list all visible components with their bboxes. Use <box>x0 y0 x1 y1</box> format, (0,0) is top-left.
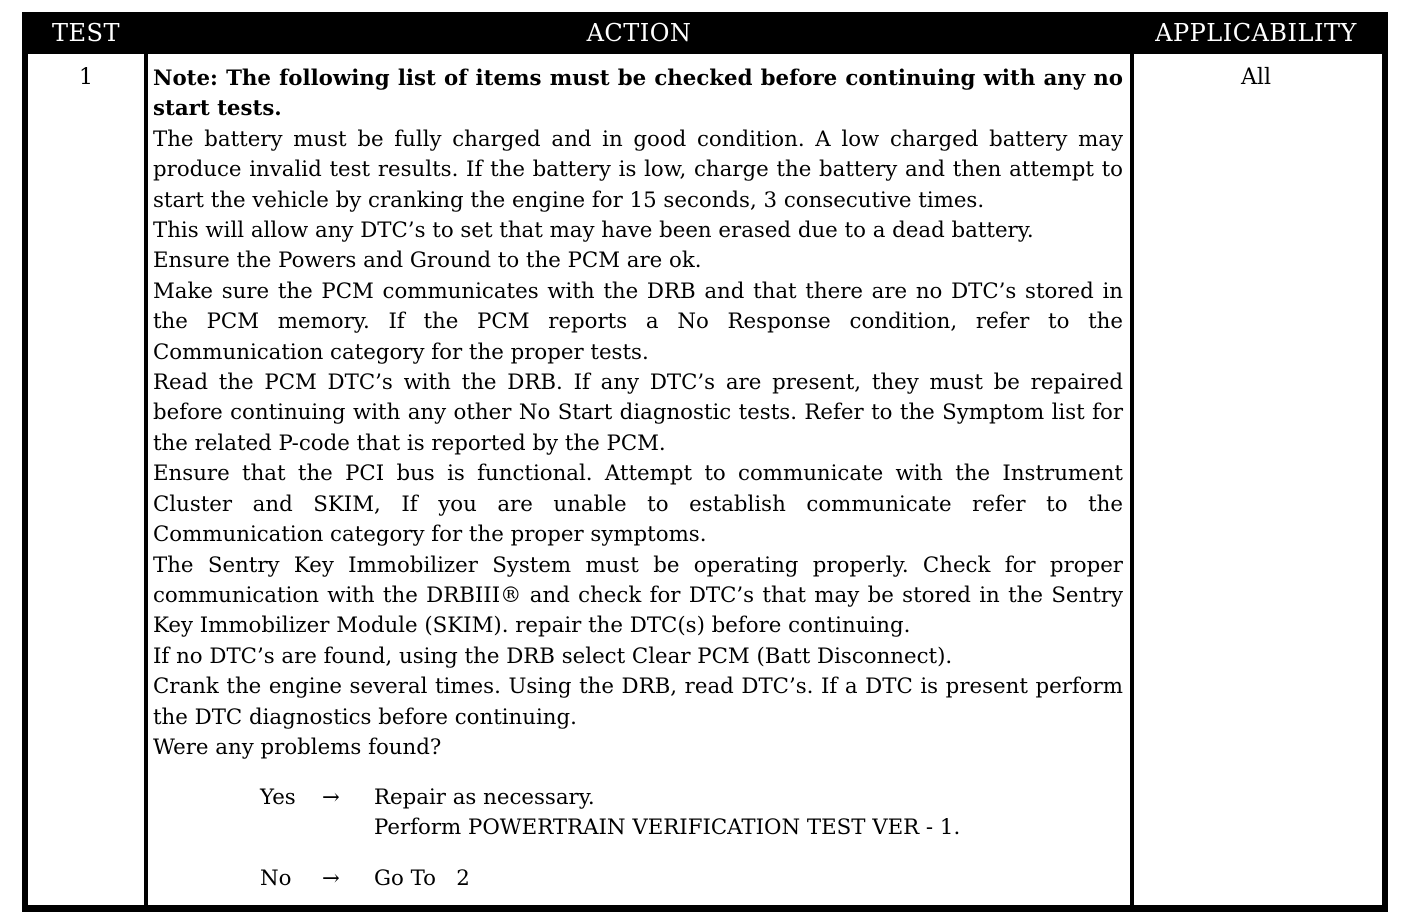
test-table <box>22 12 1388 912</box>
no-action: Go To 2 <box>374 865 470 891</box>
no-label: No <box>260 865 292 891</box>
test-cell <box>28 54 144 905</box>
action-cell <box>148 54 1130 905</box>
right-arrow-icon: → <box>322 865 340 891</box>
yes-action-line2: Perform POWERTRAIN VERIFICATION TEST VER - 1. <box>374 815 961 841</box>
paragraph-pcm-communication: Make sure the PCM communicates with the DRB and that there are no DTC’s stored in the PCM memory. If the PCM reports a No Response condition, refer to the Communication category for the proper tests. <box>153 278 1123 365</box>
paragraph-skim: The Sentry Key Immobilizer System must be operating properly. Check for proper communication with the DRBIII® and check for DTC’s that may be stored in the Sentry Key Immobilizer Module (SKIM). repair the DTC(s) before continuing. <box>153 552 1123 639</box>
answer-no-row <box>260 864 960 894</box>
applicability-cell <box>1134 54 1382 905</box>
paragraph-battery: The battery must be fully charged and in good condition. A low charged battery may produce invalid test results. If the battery is low, charge the battery and then attempt to start the vehicle by cranking the engine for 15 seconds, 3 consecutive times. <box>153 126 1123 213</box>
paragraph-pci-bus: Ensure that the PCI bus is functional. Attempt to communicate with the Instrument Cluster and SKIM, If you are unable to establish communicate refer to the Communication category for the proper symptoms. <box>153 461 1123 548</box>
yes-label: Yes <box>260 785 296 810</box>
header-action: ACTION <box>586 19 692 47</box>
action-text <box>153 64 1123 763</box>
paragraph-power-ground: Ensure the Powers and Ground to the PCM are ok. <box>153 248 702 274</box>
paragraph-clear-pcm: If no DTC’s are found, using the DRB select Clear PCM (Batt Disconnect). <box>153 643 953 669</box>
question-text: Were any problems found? <box>153 734 442 760</box>
answer-yes-row <box>260 783 960 844</box>
yes-action-line1: Repair as necessary. <box>374 785 595 810</box>
header-applicability: APPLICABILITY <box>1155 19 1357 47</box>
table-header <box>22 12 1388 54</box>
test-number: 1 <box>79 65 93 90</box>
paragraph-read-dtc: Read the PCM DTC’s with the DRB. If any DTC’s are present, they must be repaired before continuing with any other No Start diagnostic tests. Refer to the Symptom list for the related P-code that is reported by the PCM. <box>153 370 1123 456</box>
paragraph-crank-engine: Crank the engine several times. Using the DRB, read DTC’s. If a DTC is present perform the DTC diagnostics before continuing. <box>153 674 1123 730</box>
right-arrow-icon: → <box>322 785 340 810</box>
note-text: Note: The following list of items must be checked before continuing with any no start tests. <box>153 66 1123 122</box>
paragraph-dtc-set: This will allow any DTC’s to set that may have been erased due to a dead battery. <box>153 218 1034 244</box>
yes-action <box>374 783 960 844</box>
header-test: TEST <box>52 19 120 47</box>
applicability-value: All <box>1241 65 1271 90</box>
answer-block <box>260 783 960 894</box>
